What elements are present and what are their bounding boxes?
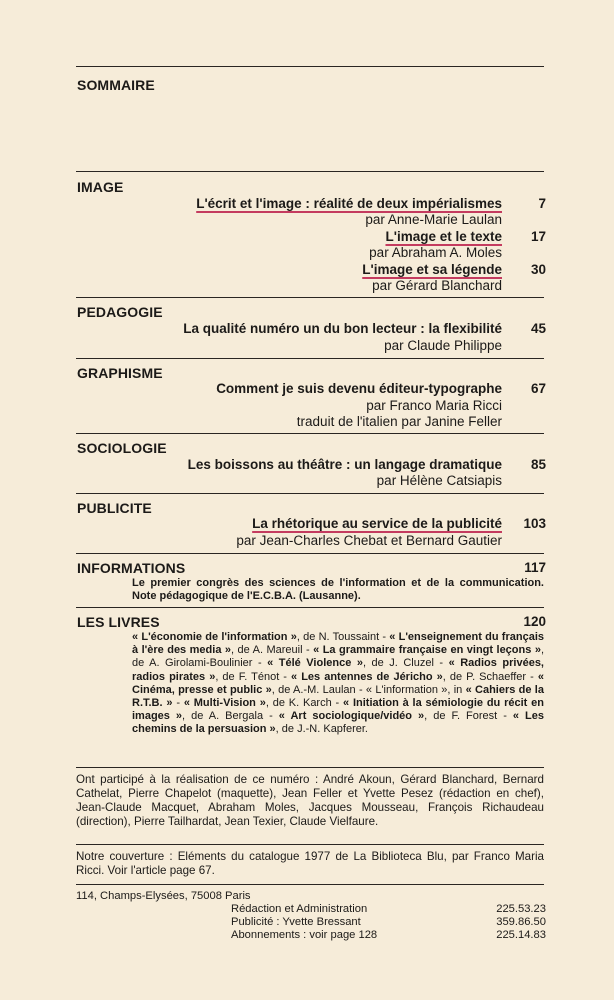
livres-text	[132, 631, 544, 737]
divider	[76, 493, 544, 494]
book-credit: , de A.-M. Laulan - « L'information », in	[271, 683, 466, 696]
publicite-phone: 359.86.50	[496, 916, 546, 928]
abonnements-label: Abonnements : voir page 128	[231, 929, 378, 941]
article-translator: traduit de l'italien par Janine Feller	[296, 414, 502, 429]
book-title: « Télé Violence »	[267, 657, 363, 670]
page-number: 85	[530, 457, 546, 472]
divider	[76, 358, 544, 359]
book-title: « La grammaire française en vingt leçons »	[313, 644, 541, 657]
book-title: « Cahiers de la R.T.B. »	[132, 683, 544, 710]
book-title: « L'enseignement du français à l'ère des media »	[132, 631, 544, 657]
divider	[76, 884, 544, 885]
article-author: par Anne-Marie Laulan	[365, 212, 502, 227]
page-number: 117	[524, 560, 546, 575]
book-credit: , de N. Toussaint -	[296, 631, 390, 643]
article-author: par Claude Philippe	[384, 338, 502, 353]
divider	[76, 767, 544, 768]
book-title: « Multi-Vision »	[183, 697, 266, 710]
book-title: « Cinéma, presse et public »	[132, 670, 544, 696]
book-credit: , de F. Ténot -	[215, 670, 292, 683]
article-author: par Jean-Charles Chebat et Bernard Gautier	[236, 533, 502, 548]
book-title: « Radios privées, radios pirates »	[132, 657, 544, 683]
section-publicite-title: PUBLICITE	[77, 500, 152, 516]
article-author: par Franco Maria Ricci	[366, 398, 502, 413]
book-credit: , de F. Forest -	[424, 710, 513, 723]
article-title[interactable]: Comment je suis devenu éditeur-typographe	[216, 381, 502, 396]
page-number: 67	[530, 381, 546, 396]
article-title[interactable]: La qualité numéro un du bon lecteur : la flexibilité	[183, 321, 502, 336]
page-number: 120	[523, 614, 546, 629]
article-title[interactable]: Les boissons au théâtre : un langage dramatique	[187, 457, 502, 472]
article-author: par Abraham A. Moles	[369, 245, 502, 260]
book-credit: -	[172, 697, 184, 710]
publicite-label: Publicité : Yvette Bressant	[231, 916, 361, 928]
article-title[interactable]: L'image et sa légende	[362, 262, 502, 277]
address: 114, Champs-Elysées, 75008 Paris	[76, 890, 251, 902]
credits-text: Ont participé à la réalisation de ce numéro : André Akoun, Gérard Blanchard, Bernard Cathelat, Pierre Chapelot (maquette), Jean Feller et Yvette Pesez (rédaction en chef), Jean-Claude Macquet, Abraham Moles, Jacques Mousseau, François Richaudeau (direction), Pierre Tailhardat, Jean Texier, Claude Vielfaure.	[76, 773, 544, 828]
divider	[76, 171, 544, 172]
book-credit: , de K. Karch -	[265, 697, 344, 710]
book-credit: , de A. Bergala -	[182, 710, 279, 723]
divider	[76, 297, 544, 298]
book-title: « Les antennes de Jéricho »	[291, 670, 443, 683]
section-graphisme-title: GRAPHISME	[77, 365, 163, 381]
section-pedagogie-title: PEDAGOGIE	[77, 304, 163, 320]
redaction-label: Rédaction et Administration	[231, 903, 368, 915]
informations-text: Le premier congrès des sciences de l'information et de la communication. Note pédagogique de l'E.C.B.A. (Lausanne).	[132, 577, 544, 603]
article-title[interactable]: L'écrit et l'image : réalité de deux impérialismes	[196, 196, 502, 211]
book-credit: , de A. Mareuil -	[231, 644, 314, 657]
divider	[76, 66, 544, 67]
divider	[76, 433, 544, 434]
page-number: 7	[538, 196, 546, 211]
abonnements-phone: 225.14.83	[496, 929, 546, 941]
book-credit: , de A. Girolami-Boulinier -	[132, 644, 544, 670]
section-informations-title: INFORMATIONS	[77, 560, 186, 576]
section-livres-title: LES LIVRES	[77, 614, 160, 630]
divider	[76, 553, 544, 554]
book-title: « Les chemins de la persuasion »	[132, 710, 544, 736]
article-title[interactable]: L'image et le texte	[385, 229, 502, 244]
book-credit: , de J. Cluzel -	[362, 657, 449, 670]
article-author: par Hélène Catsiapis	[376, 473, 502, 488]
redaction-phone: 225.53.23	[496, 903, 546, 915]
section-image-title: IMAGE	[77, 179, 124, 195]
book-title: « Art sociologique/vidéo »	[278, 710, 425, 723]
page-number: 30	[530, 262, 546, 277]
divider	[76, 844, 544, 845]
article-author: par Gérard Blanchard	[372, 278, 502, 293]
book-title: « Initiation à la sémiologie du récit en images »	[132, 697, 544, 723]
divider	[76, 607, 544, 608]
page-number: 45	[530, 321, 546, 336]
book-title: « L'économie de l'information »	[132, 631, 297, 643]
book-credit: , de J.-N. Kapferer.	[275, 723, 368, 736]
book-credit: , de P. Schaeffer -	[442, 670, 538, 683]
section-sociologie-title: SOCIOLOGIE	[77, 440, 167, 456]
page-title: SOMMAIRE	[77, 77, 155, 93]
page-number: 103	[523, 516, 546, 531]
page-number: 17	[530, 229, 546, 244]
article-title[interactable]: La rhétorique au service de la publicité	[252, 516, 502, 531]
cover-note: Notre couverture : Eléments du catalogue 1977 de La Biblioteca Blu, par Franco Maria Ricci. Voir l'article page 67.	[76, 850, 544, 877]
